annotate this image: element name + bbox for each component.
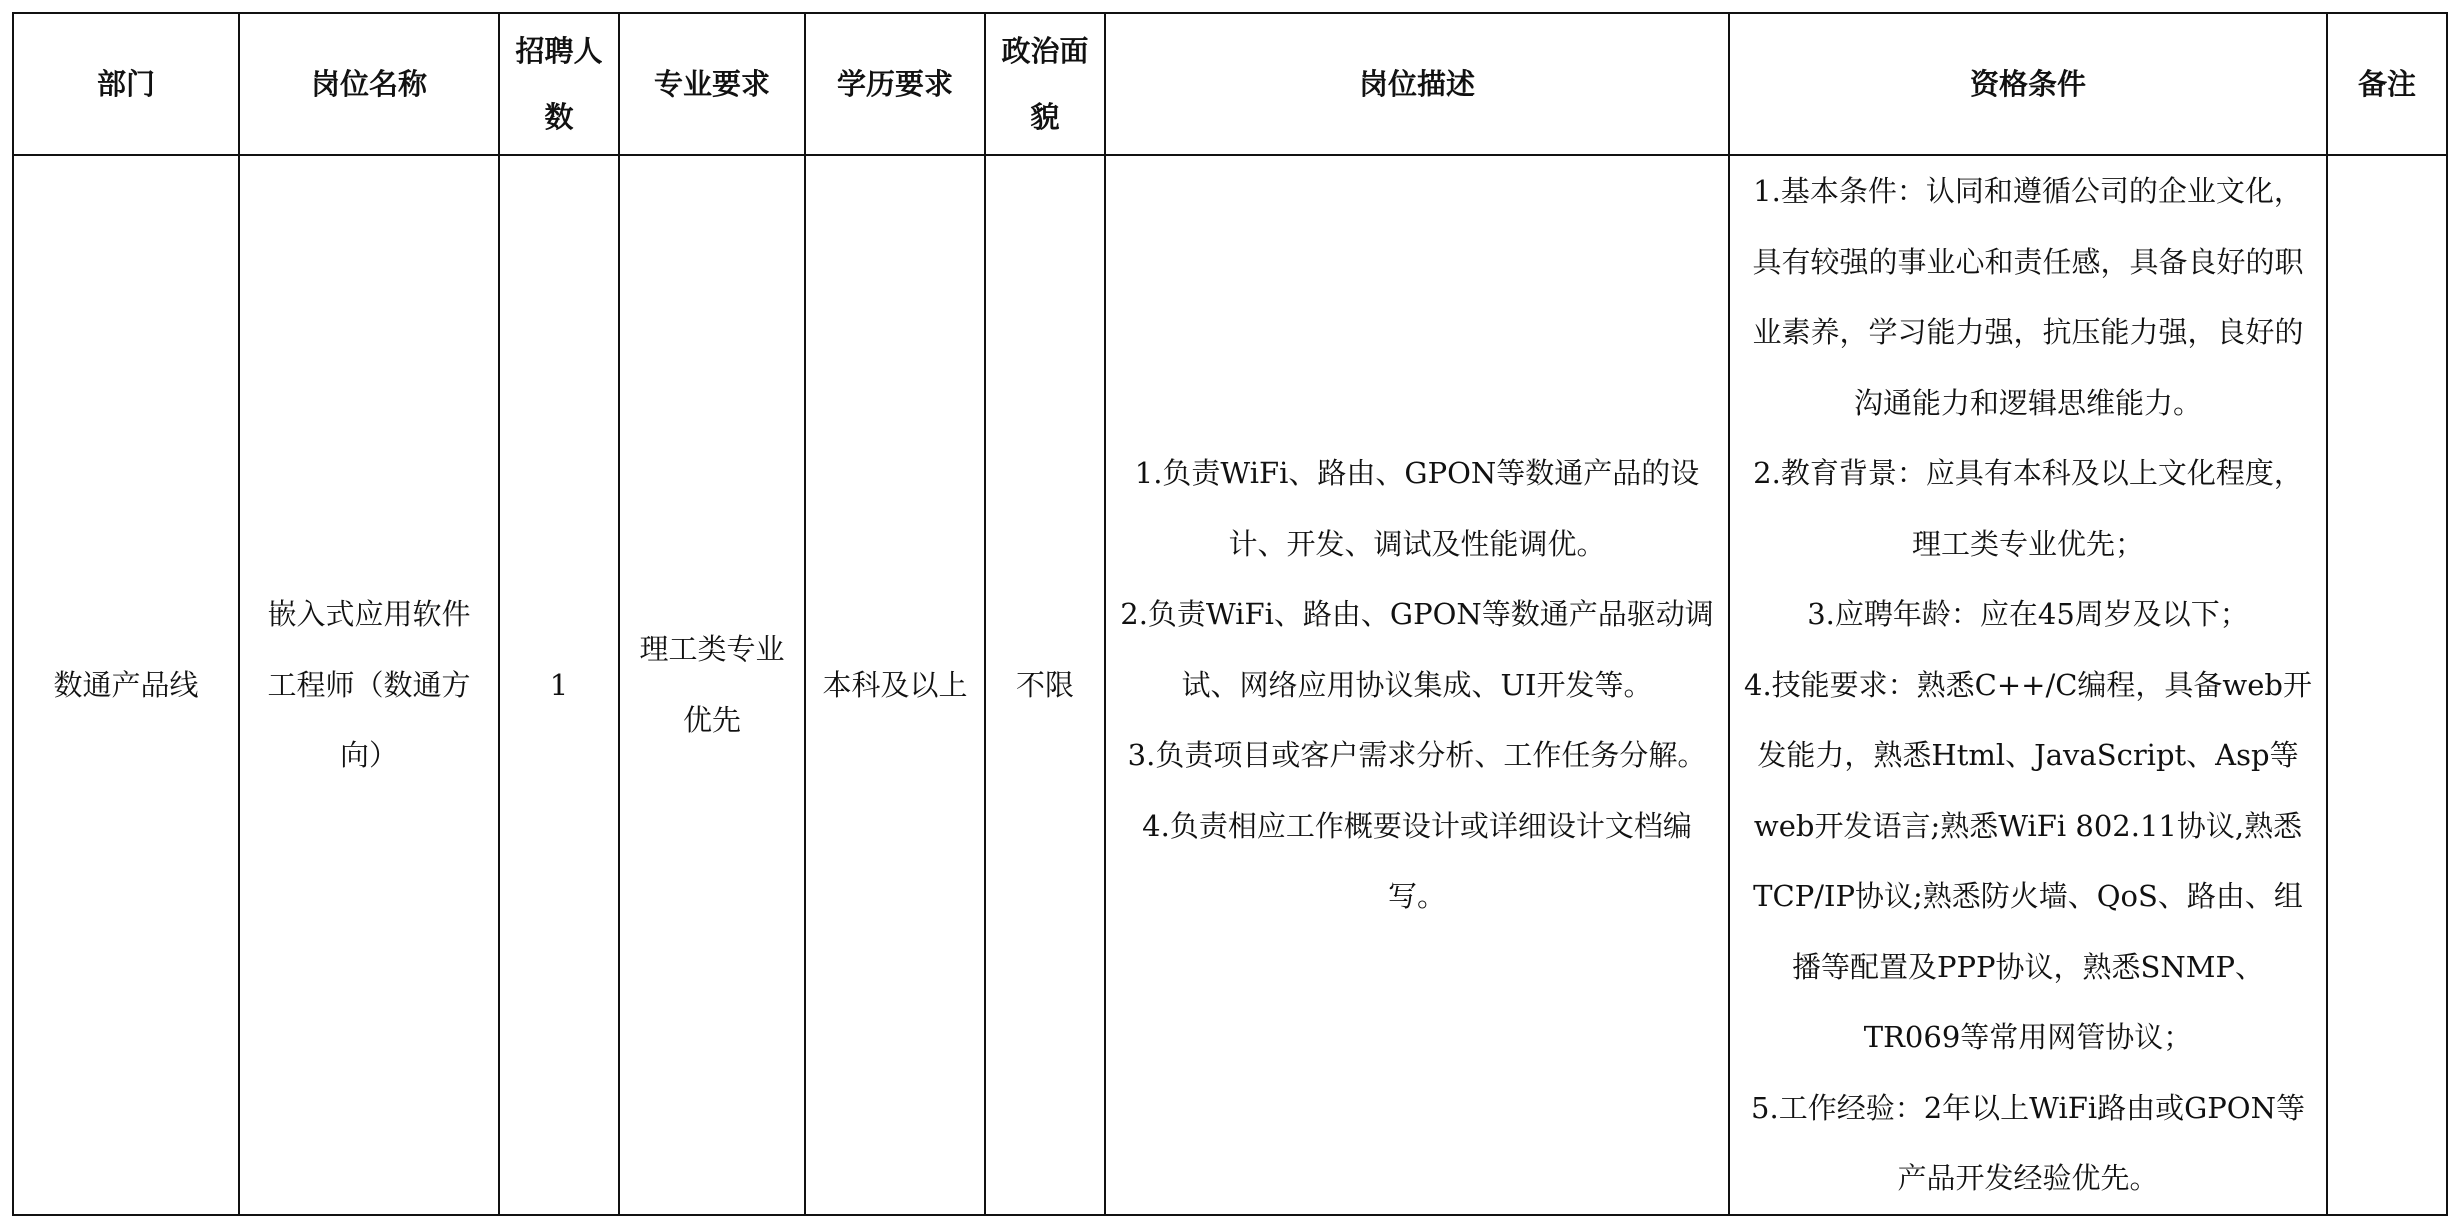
description-item: 1.负责WiFi、路由、GPON等数通产品的设计、开发、调试及性能调优。: [1134, 456, 1700, 561]
cell-headcount: 1: [499, 155, 619, 1215]
qualification-item: 1.基本条件：认同和遵循公司的企业文化，具有较强的事业心和责任感，具备良好的职业素养，学习能力强，抗压能力强，良好的沟通能力和逻辑思维能力。: [1752, 174, 2304, 420]
description-item: 2.负责WiFi、路由、GPON等数通产品驱动调试、网络应用协议集成、UI开发等。: [1120, 597, 1714, 702]
cell-department: 数通产品线: [13, 155, 239, 1215]
header-position: 岗位名称: [239, 13, 499, 155]
header-political-status: 政治面貌: [985, 13, 1105, 155]
description-item: 3.负责项目或客户需求分析、工作任务分解。: [1127, 738, 1707, 772]
table-row: [13, 155, 2447, 1215]
header-education: 学历要求: [805, 13, 985, 155]
header-department: 部门: [13, 13, 239, 155]
cell-education: 本科及以上: [805, 155, 985, 1215]
qualification-item: 2.教育背景：应具有本科及以上文化程度，理工类专业优先；: [1753, 456, 2303, 561]
header-remarks: 备注: [2327, 13, 2447, 155]
cell-qualifications: [1729, 155, 2327, 1215]
cell-job-description: [1105, 155, 1729, 1215]
cell-remarks: [2327, 155, 2447, 1215]
cell-major: 理工类专业优先: [619, 155, 805, 1215]
header-job-description: 岗位描述: [1105, 13, 1729, 155]
cell-position: 嵌入式应用软件工程师（数通方向）: [239, 155, 499, 1215]
header-qualifications: 资格条件: [1729, 13, 2327, 155]
qualification-item: 4.技能要求：熟悉C++/C编程，具备web开发能力，熟悉Html、JavaScript、Asp等web开发语言;熟悉WiFi 802.11协议,熟悉TCP/IP协议;熟悉防火墙、QoS、路由、组播等配置及PPP协议，熟悉SNMP、TR069等常用网管协议；: [1744, 667, 2312, 1054]
qualification-item: 5.工作经验：2年以上WiFi路由或GPON等产品开发经验优先。: [1751, 1090, 2305, 1195]
qualification-item: 3.应聘年龄：应在45周岁及以下；: [1807, 597, 2249, 631]
table-header-row: [13, 13, 2447, 155]
description-item: 4.负责相应工作概要设计或详细设计文档编写。: [1142, 808, 1692, 913]
cell-political-status: 不限: [985, 155, 1105, 1215]
header-major: 专业要求: [619, 13, 805, 155]
job-posting-table: [12, 12, 2448, 1216]
header-headcount: 招聘人数: [499, 13, 619, 155]
